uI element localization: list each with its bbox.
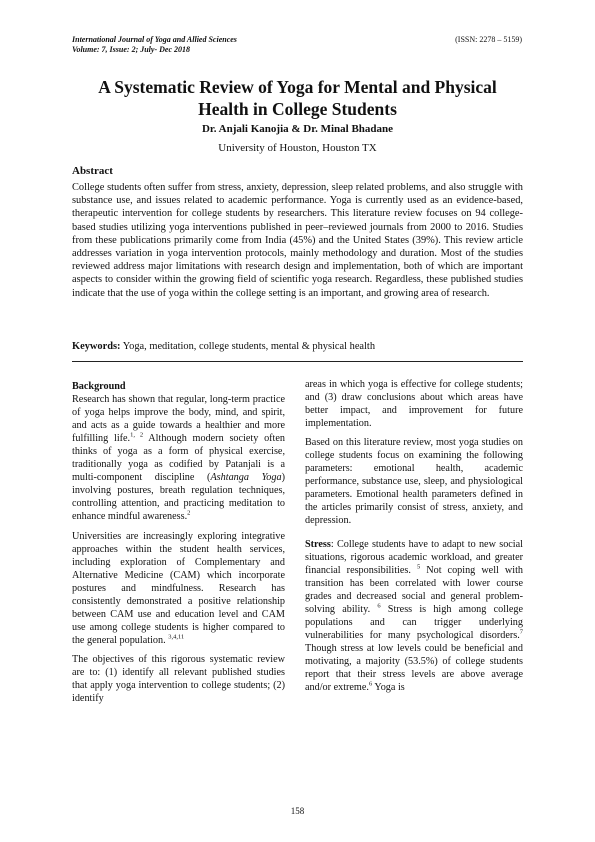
text-run: : College students have to adapt to new social situations, rigorous academic workload, and greater financial responsibilities.: [305, 538, 523, 576]
citation: 5: [416, 563, 421, 571]
text-run: Not coping well with transition has been correlated with lower course grades and decreased social and general problem-solving ability.: [305, 564, 523, 615]
text-run: Yoga is: [372, 682, 405, 694]
right-column: [305, 378, 523, 700]
citation: 3,4,11: [168, 633, 185, 641]
keywords-label: Keywords:: [72, 341, 121, 352]
text-run: Though stress at low levels could be beneficial and motivating, a majority (53.5%) of college students report that their stress levels are above average and/or extreme.: [305, 642, 523, 694]
italic-term: Ashtanga Yoga: [210, 472, 282, 484]
page-number: 158: [290, 806, 305, 816]
section-divider: [72, 361, 523, 362]
citation: 1, 2: [130, 431, 144, 439]
journal-name: International Journal of Yoga and Allied Sciences: [72, 35, 237, 44]
text-run: Research has shown that regular, long-term practice of yoga helps improve the body, mind, and spirit, and acts as a guide towards a healthier and more fulfilling life.: [72, 394, 285, 445]
abstract-heading: Abstract: [72, 165, 113, 177]
citation: 6: [377, 602, 381, 610]
authors: Dr. Anjali Kanojia & Dr. Minal Bhadane: [201, 123, 394, 135]
volume-issue: Volume: 7, Issue: 2; July- Dec 2018: [72, 45, 190, 54]
citation: 7: [519, 628, 523, 636]
citation: 2: [187, 510, 191, 518]
text-run: ) involving postures, breath regulation techniques, controlling attention, and practicing meditation to enhance mindful awareness.: [72, 472, 285, 523]
running-header: [72, 35, 522, 55]
keywords-text: Yoga, meditation, college students, mental & physical health: [120, 341, 376, 352]
background-paragraph-2: [72, 530, 285, 647]
abstract-text: College students often suffer from stress, anxiety, depression, sleep related problems, and also struggle with substance use, and issues related to academic performance. Yoga is currently used as an evidence-based, therapeutic intervention for college students by researchers. This literature review focuses on 94 college-based studies utilizing yoga interventions published in peer–reviewed journals from 2000 to 2016. Studies from these publications primarily come from India (45%) and the United States (39%). This review article addresses variation in yoga intervention protocols, mainly methodology and duration. Most of the studies reviewed address major limitations with research design and implementation, both of which are important aspects to consider within the growing field of scientific yoga research. Regardless, these published studies indicate that the use of yoga within the college setting is an important, and growing area of research.: [72, 182, 523, 299]
stress-label: Stress: [305, 538, 331, 550]
text-run: Universities are increasingly exploring integrative approaches within the student health services, including exploration of Complementary and Alternative Medicine (CAM) which incorporate postures and mindfulness. Research has consistently demonstrated a positive relationship between CAM use and education level and CAM use among college students is higher compared to the general population.: [72, 530, 285, 646]
keywords: [72, 341, 523, 352]
text-run: Stress is high among college populations and can trigger underlying vulnerabilities for many psychological disorders.: [305, 603, 523, 641]
stress-paragraph: [305, 538, 523, 695]
parameters-paragraph: Based on this literature review, most yoga studies on college students focus on examining the following parameters: emotional health, academic performance, substance use, sleep, and physiological parameters. Emotional health parameters defined in the articles primarily consist of stress, anxiety, and depression.: [305, 437, 523, 527]
text-run: Although modern society often thinks of yoga as a form of physical exercise, traditionally yoga as codified by Patanjali is a multi-component discipline (: [72, 433, 285, 484]
objectives-continued: areas in which yoga is effective for college students; and (3) draw conclusions about which areas have better impact, and improvement for future implementation.: [305, 379, 523, 430]
background-paragraph-3: The objectives of this rigorous systematic review are to: (1) identify all relevant published studies that apply yoga intervention to college students; (2) identify: [72, 653, 285, 705]
affiliation: University of Houston, Houston TX: [218, 142, 377, 154]
left-column: [72, 380, 285, 711]
issn: (ISSN: 2278 – 5159): [455, 35, 522, 44]
background-heading: Background: [72, 381, 126, 392]
citation: 6: [368, 680, 373, 688]
paper-title: A Systematic Review of Yoga for Mental and Physical Health in College Students: [98, 77, 497, 119]
background-paragraph-1: [72, 393, 285, 523]
